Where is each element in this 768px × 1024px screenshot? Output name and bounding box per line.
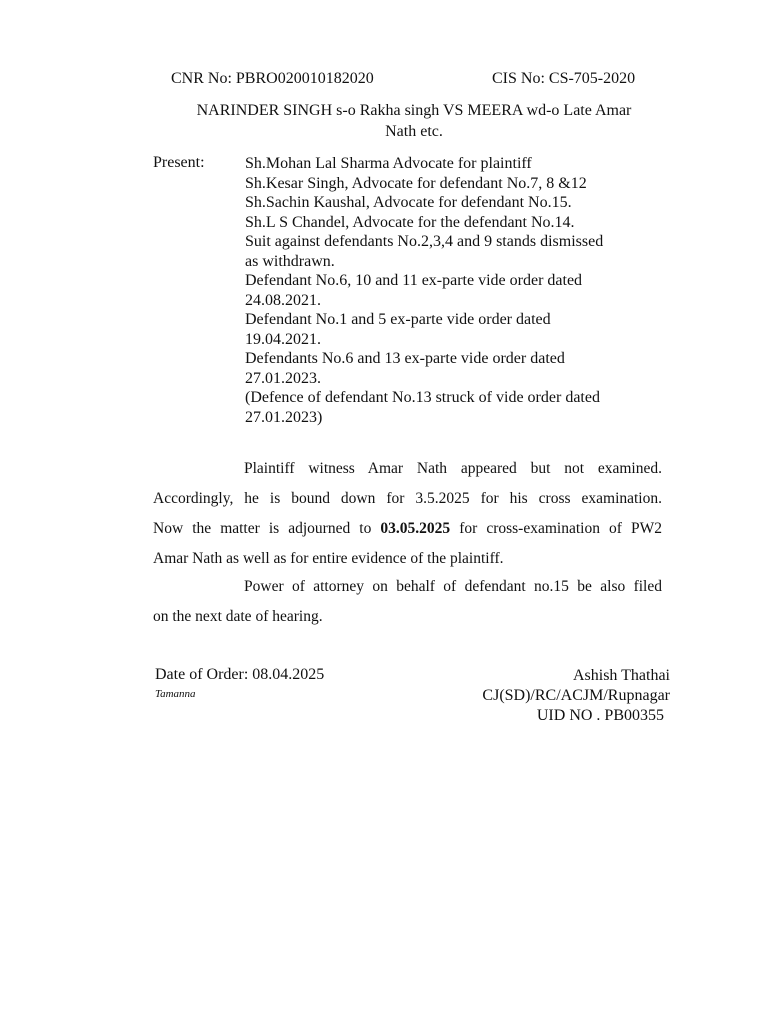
present-list [245, 154, 603, 427]
present-line: 19.04.2021. [245, 330, 321, 348]
order-line: Plaintiff witness Amar Nath appeared but not examined. [244, 460, 662, 477]
present-line: 27.01.2023. [245, 369, 321, 387]
present-line: Defendant No.1 and 5 ex-parte vide order dated [245, 311, 551, 328]
present-line: Defendants No.6 and 13 ex-parte vide order dated [245, 350, 565, 367]
present-label: Present: [153, 154, 205, 171]
judge-uid: UID NO . PB00355 [536, 707, 664, 724]
present-line: Sh.Sachin Kaushal, Advocate for defendant No.15. [245, 194, 572, 211]
present-line: (Defence of defendant No.13 struck of vide order dated [245, 389, 600, 406]
date-of-order: Date of Order: 08.04.2025 [155, 666, 325, 683]
order-line: Accordingly, he is bound down for 3.5.2025 for his cross examination. [153, 490, 662, 507]
order-line: Amar Nath as well as for entire evidence of the plaintiff. [153, 550, 504, 567]
order-text: Now the matter is adjourned to [153, 520, 381, 537]
present-line: as withdrawn. [245, 252, 335, 270]
present-line: Sh.Mohan Lal Sharma Advocate for plaintiff [245, 155, 532, 172]
order-line: on the next date of hearing. [153, 608, 323, 625]
case-title-line-2: Nath etc. [385, 123, 443, 140]
order-paragraph-1 [153, 454, 662, 574]
present-line: Defendant No.6, 10 and 11 ex-parte vide order dated [245, 272, 583, 289]
present-line: Suit against defendants No.2,3,4 and 9 stands dismissed [245, 233, 604, 250]
order-line [153, 514, 662, 544]
order-paragraph-2 [153, 572, 662, 632]
present-line: 27.01.2023) [245, 408, 323, 426]
judge-name: Ashish Thathai [572, 667, 670, 684]
next-hearing-date: 03.05.2025 [380, 520, 451, 537]
case-title-line-1: NARINDER SINGH s-o Rakha singh VS MEERA wd-o Late Amar [196, 102, 632, 119]
present-line: 24.08.2021. [245, 291, 321, 309]
judge-designation: CJ(SD)/RC/ACJM/Rupnagar [482, 687, 670, 704]
signature-block [420, 666, 670, 726]
order-text: for cross-examination of PW2 [450, 520, 662, 537]
present-line: Sh.Kesar Singh, Advocate for defendant No.7, 8 &12 [245, 174, 587, 192]
cnr-number: CNR No: PBRO020010182020 [171, 70, 374, 87]
cis-number: CIS No: CS-705-2020 [492, 70, 636, 87]
present-line: Sh.L S Chandel, Advocate for the defendant No.14. [245, 213, 575, 231]
order-line: Power of attorney on behalf of defendant no.15 be also filed [244, 578, 662, 595]
typist-initials: Tamanna [155, 688, 196, 700]
